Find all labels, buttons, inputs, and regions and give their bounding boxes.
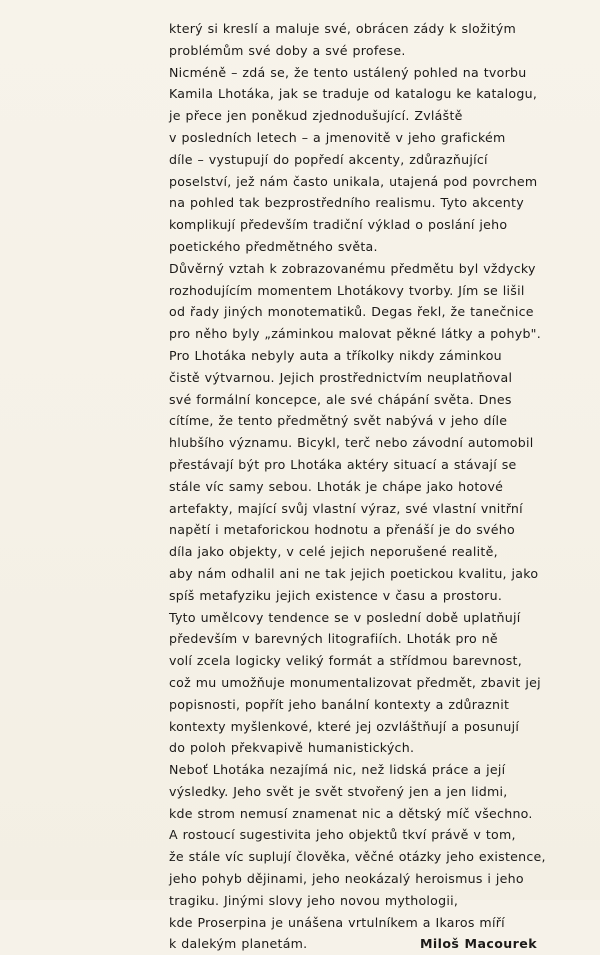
text-line: Kamila Lhotáka, jak se traduje od katalogu ke katalogu, — [169, 86, 538, 102]
text-line: Důvěrný vztah k zobrazovanému předmětu byl vždycky — [169, 260, 536, 276]
text-line: Neboť Lhotáka nezajímá nic, než lidská práce a její — [169, 762, 506, 778]
text-line: který si kreslí a maluje své, obrácen zády k složitým — [169, 21, 516, 36]
text-line: Pro Lhotáka nebyly auta a tříkolky nikdy záminkou — [169, 347, 502, 363]
text-line: na pohled tak bezprostředního realismu. Tyto akcenty — [169, 195, 524, 211]
text-line: tragiku. Jinými slovy jeho novou mythologii, — [169, 892, 459, 908]
text-line: volí zcela logicky veliký formát a střídmou barevnost, — [169, 653, 522, 669]
text-line: jeho pohyb dějinami, jeho neokázalý heroismus i jeho — [169, 871, 524, 887]
text-line: artefakty, mající svůj vlastní výraz, své vlastní vnitřní — [169, 500, 523, 516]
text-line: což mu umožňuje monumentalizovat předmět, zbavit jej — [169, 674, 541, 690]
text-line: přestávají být pro Lhotáka aktéry situací a stávají se — [169, 456, 517, 472]
text-line: své formální koncepce, ale své chápání světa. Dnes — [169, 391, 512, 407]
text-line: A rostoucí sugestivita jeho objektů tkví právě v tom, — [169, 827, 516, 843]
text-line: do poloh překvapivě humanistických. — [169, 740, 415, 756]
text-line: poselství, jež nám často unikala, utajená pod povrchem — [169, 173, 538, 189]
author-signature: Miloš Macourek — [419, 936, 537, 952]
text-line: napětí i metaforickou hodnotu a přenáší je do svého — [169, 522, 515, 538]
text-line: komplikují především tradiční výklad o poslání jeho — [169, 217, 508, 233]
text-line: Nicméně – zdá se, že tento ustálený pohled na tvorbu — [169, 64, 527, 80]
text-line: výsledky. Jeho svět je svět stvořený jen a jen lidmi, — [169, 783, 508, 799]
text-line: cítíme, že tento předmětný svět nabývá v jeho díle — [169, 413, 508, 429]
text-line: od řady jiných monotematiků. Degas řekl, že tanečnice — [169, 304, 534, 320]
text-line: aby nám odhalil ani ne tak jejich poetickou kvalitu, jako — [169, 565, 539, 581]
text-line: čistě výtvarnou. Jejich prostřednictvím neuplatňoval — [169, 369, 513, 385]
text-line: v posledních letech – a jmenovitě v jeho grafickém — [169, 129, 506, 145]
text-line: díla jako objekty, v celé jejich neporušené realitě, — [169, 544, 498, 560]
text-line: popisnosti, popřít jeho banální kontexty a zdůraznit — [169, 696, 510, 712]
text-line: především v barevných litografiích. Lhoták pro ně — [169, 631, 498, 647]
article-text — [169, 18, 549, 955]
text-line: k dalekým planetám. — [169, 936, 308, 952]
text-line: rozhodujícím momentem Lhotákovy tvorby. Jím se lišil — [169, 282, 525, 298]
text-line: Tyto umělcovy tendence se v poslední době uplatňují — [169, 609, 521, 625]
text-line: kde strom nemusí znamenat nic a dětský míč všechno. — [169, 805, 533, 821]
text-line: kontexty myšlenkové, které jej ozvláštňují a posunují — [169, 718, 520, 734]
text-line: problémům své doby a své profese. — [169, 42, 406, 58]
closing-line — [169, 933, 549, 955]
text-line: poetického předmětného světa. — [169, 238, 378, 254]
text-line: spíš metafyziku jejich existence v času a prostoru. — [169, 587, 503, 603]
text-line: kde Proserpina je unášena vrtulníkem a Ikaros míří — [169, 914, 505, 930]
text-line: pro něho byly „záminkou malovat pěkné látky a pohyb". — [169, 326, 541, 342]
text-line: je přece jen poněkud zjednodušující. Zvláště — [169, 108, 463, 124]
text-line: že stále víc suplují člověka, věčné otázky jeho existence, — [169, 849, 546, 865]
text-line: díle – vystupují do popředí akcenty, zdůrazňující — [169, 151, 488, 167]
text-line: stále víc samy sebou. Lhoták je chápe jako hotové — [169, 478, 504, 494]
text-line: hlubšího významu. Bicykl, terč nebo závodní automobil — [169, 435, 534, 451]
